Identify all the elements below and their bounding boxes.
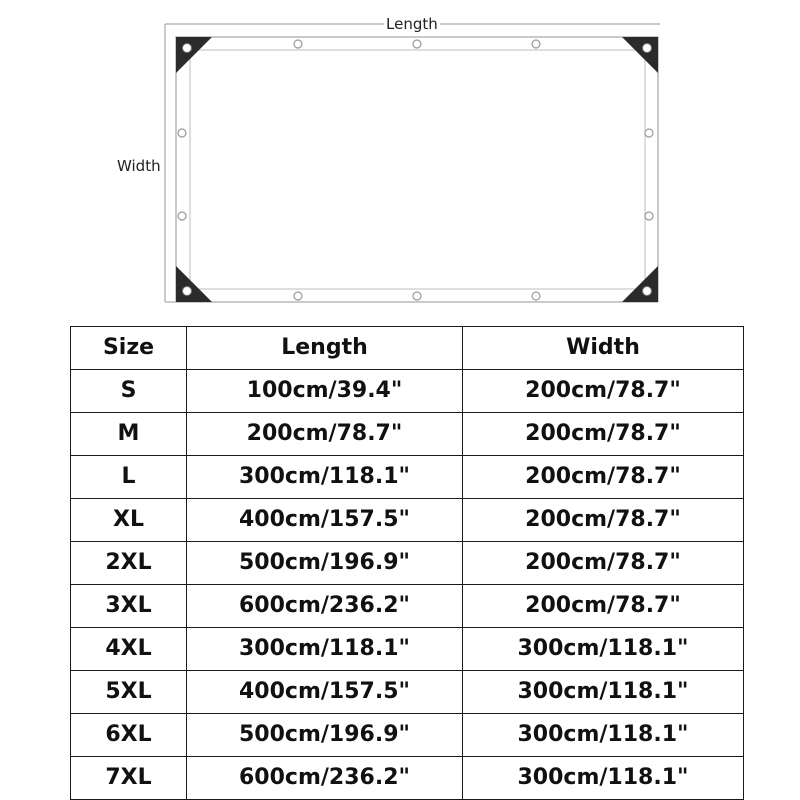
size-diagram <box>0 0 800 312</box>
length-dimension-label: Length <box>386 15 438 33</box>
table-row <box>71 628 744 671</box>
table-row <box>71 757 744 800</box>
width-cell: 300cm/118.1" <box>463 757 744 800</box>
width-cell: 200cm/78.7" <box>463 499 744 542</box>
width-cell: 300cm/118.1" <box>463 671 744 714</box>
size-cell: 4XL <box>71 628 187 671</box>
table-row <box>71 413 744 456</box>
size-cell: 3XL <box>71 585 187 628</box>
header-size: Size <box>71 327 187 370</box>
table-header-row <box>71 327 744 370</box>
length-cell: 400cm/157.5" <box>187 499 463 542</box>
tarp-diagram-graphic <box>0 0 800 312</box>
table-row <box>71 370 744 413</box>
length-cell: 600cm/236.2" <box>187 585 463 628</box>
table-row <box>71 585 744 628</box>
table-row <box>71 542 744 585</box>
width-cell: 200cm/78.7" <box>463 413 744 456</box>
length-cell: 100cm/39.4" <box>187 370 463 413</box>
size-cell: 7XL <box>71 757 187 800</box>
width-cell: 200cm/78.7" <box>463 456 744 499</box>
width-cell: 200cm/78.7" <box>463 585 744 628</box>
length-cell: 500cm/196.9" <box>187 542 463 585</box>
table-row <box>71 714 744 757</box>
corner-reinforcement-top-left <box>176 37 212 73</box>
size-cell: S <box>71 370 187 413</box>
width-dimension-label: Width <box>117 157 161 175</box>
corner-reinforcement-bottom-right <box>622 266 658 302</box>
length-cell: 200cm/78.7" <box>187 413 463 456</box>
size-cell: 2XL <box>71 542 187 585</box>
length-cell: 300cm/118.1" <box>187 628 463 671</box>
size-chart-table <box>70 326 744 800</box>
size-cell: L <box>71 456 187 499</box>
corner-reinforcement-top-right <box>622 37 658 73</box>
size-cell: M <box>71 413 187 456</box>
width-cell: 200cm/78.7" <box>463 542 744 585</box>
size-cell: 5XL <box>71 671 187 714</box>
table-row <box>71 671 744 714</box>
width-cell: 300cm/118.1" <box>463 714 744 757</box>
length-cell: 600cm/236.2" <box>187 757 463 800</box>
header-length: Length <box>187 327 463 370</box>
tarp-outer-edge <box>176 37 658 302</box>
corner-reinforcement-bottom-left <box>176 266 212 302</box>
length-cell: 300cm/118.1" <box>187 456 463 499</box>
size-cell: 6XL <box>71 714 187 757</box>
grommets <box>178 40 653 300</box>
width-cell: 300cm/118.1" <box>463 628 744 671</box>
width-cell: 200cm/78.7" <box>463 370 744 413</box>
header-width: Width <box>463 327 744 370</box>
length-cell: 500cm/196.9" <box>187 714 463 757</box>
tarp-inner-hem <box>190 50 645 289</box>
table-row <box>71 499 744 542</box>
table-row <box>71 456 744 499</box>
size-cell: XL <box>71 499 187 542</box>
length-cell: 400cm/157.5" <box>187 671 463 714</box>
